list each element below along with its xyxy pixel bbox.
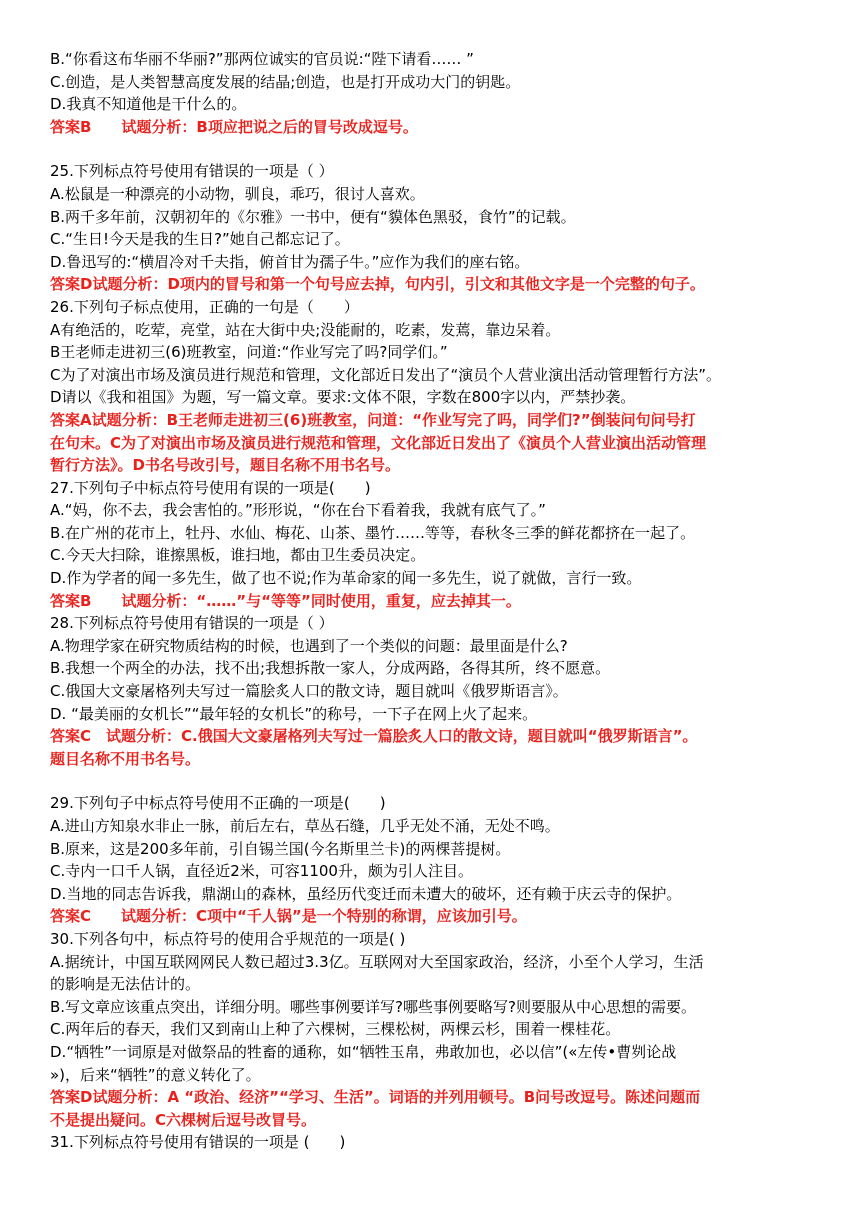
- answer-line: 在句末。C为了对演出市场及演员进行规范和管理，文化部近日发出了《演员个人营业演出活动管理: [50, 433, 707, 452]
- text-line: C为了对演出市场及演员进行规范和管理，文化部近日发出了“演员个人营业演出活动管理暂行方法”。: [50, 365, 722, 384]
- text-line: C.俄国大文豪屠格列夫写过一篇脍炙人口的散文诗，题目就叫《俄罗斯语言》。: [50, 682, 568, 701]
- answer-line: 暂行方法》。D书名号改引号，题目名称不用书名号。: [50, 456, 400, 475]
- blank-line: [50, 770, 820, 792]
- text-line: C.创造，是人类智慧高度发展的结晶;创造，也是打开成功大门的钥匙。: [50, 72, 521, 91]
- text-line: D.鲁迅写的:“横眉冷对千夫指，俯首甘为孺子牛。”应作为我们的座右铭。: [50, 252, 530, 271]
- text-line: A.进山方知泉水非止一脉，前后左右，草丛石缝，几乎无处不涌，无处不鸣。: [50, 817, 560, 835]
- text-line: 28.下列标点符号使用有错误的一项是（ ）: [50, 614, 334, 633]
- text-line: D.“牺牲”一词原是对做祭品的牲畜的通称，如“牺牲玉帛，弗敢加也，必以信”(«左传•曹刿论战: [50, 1042, 677, 1061]
- text-line: 30.下列各句中，标点符号的使用合乎规范的一项是( ): [50, 929, 406, 948]
- answer-line: 答案C 试题分析：C项中“千人锅”是一个特别的称谓，应该加引号。: [50, 907, 527, 926]
- text-line: B.写文章应该重点突出，详细分明。哪些事例要详写?哪些事例要略写?则要服从中心思想的需要。: [50, 997, 696, 1016]
- text-line: B王老师走进初三(6)班教室，问道:“作业写完了吗?同学们。”: [50, 343, 448, 362]
- text-line: D.作为学者的闻一多先生，做了也不说;作为革命家的闻一多先生，说了就做，言行一致。: [50, 569, 642, 588]
- text-line: C.“生日!今天是我的生日?”她自己都忘记了。: [50, 230, 350, 249]
- text-line: B.我想一个两全的办法，找不出;我想拆散一家人，分成两路，各得其所，终不愿意。: [50, 659, 611, 678]
- text-line: B.两千多年前，汉朝初年的《尔雅》一书中，便有“貘体色黑驳，食竹”的记载。: [50, 207, 576, 226]
- text-line: C.今天大扫除，谁擦黑板，谁扫地，都由卫生委员决定。: [50, 546, 426, 565]
- text-line: A.“妈，你不去，我会害怕的。”形形说，“你在台下看着我，我就有底气了。”: [50, 501, 546, 520]
- answer-line: 题目名称不用书名号。: [50, 749, 201, 768]
- text-line: A.物理学家在研究物质结构的时候，也遇到了一个类似的问题：最里面是什么?: [50, 636, 568, 655]
- blank-line: [50, 138, 820, 160]
- text-line: B.在广州的花市上，牡丹、水仙、梅花、山茶、墨竹……等等，春秋冬三季的鲜花都挤在一起了。: [50, 523, 696, 542]
- text-line: 31.下列标点符号使用有错误的一项是 ( ): [50, 1133, 346, 1152]
- text-line: D. “最美丽的女机长”“最年轻的女机长”的称号，一下子在网上火了起来。: [50, 704, 538, 723]
- answer-line: 答案A试题分析：B王老师走进初三(6)班教室，问道：“作业写完了吗，同学们?”倒装问句问号打: [50, 410, 696, 429]
- text-line: D.我真不知道他是干什么的。: [50, 95, 247, 114]
- text-line: D请以《我和祖国》为题，写一篇文章。要求:文体不限，字数在800字以内，严禁抄袭。: [50, 388, 636, 407]
- answer-line: 答案D试题分析：D项内的冒号和第一个句号应去掉，句内引，引文和其他文字是一个完整的句子。: [50, 275, 705, 294]
- text-line: 25.下列标点符号使用有错误的一项是（ ）: [50, 162, 334, 181]
- text-line: B.“你看这布华丽不华丽?”那两位诚实的官员说:“陛下请看…… ”: [50, 50, 474, 68]
- answer-line: 答案D试题分析：A “政治、经济”“学习、生活”。词语的并列用顿号。B问号改逗号。陈述问题而: [50, 1088, 701, 1107]
- text-line: C.两年后的春天，我们又到南山上种了六棵树，三棵松树，两棵云杉，围着一棵桂花。: [50, 1020, 621, 1039]
- text-line: »)，后来“牺牲”的意义转化了。: [50, 1065, 261, 1084]
- answer-line: 不是提出疑问。C六棵树后逗号改冒号。: [50, 1110, 317, 1129]
- text-line: 27.下列句子中标点符号使用有误的一项是( ): [50, 478, 371, 497]
- text-line: A.据统计，中国互联网网民人数已超过3.3亿。互联网对大至国家政治，经济，小至个人学习，生活: [50, 952, 704, 971]
- text-line: 29.下列句子中标点符号使用不正确的一项是( ): [50, 794, 386, 813]
- text-line: 26.下列句子标点使用，正确的一句是（ ）: [50, 297, 359, 316]
- answer-line: 答案C 试题分析：C.俄国大文豪屠格列夫写过一篇脍炙人口的散文诗，题目就叫“俄罗斯语言”。: [50, 727, 698, 746]
- text-line: C.寺内一口千人锅，直径近2米，可容1100升，颇为引人注目。: [50, 862, 473, 881]
- text-line: 的影响是无法估计的。: [50, 975, 201, 994]
- answer-line: 答案B 试题分析：“……”与“等等”同时使用，重复，应去掉其一。: [50, 591, 521, 610]
- text-line: A有绝活的，吃荤，亮堂，站在大街中央;没能耐的，吃素，发蔫，靠边呆着。: [50, 320, 561, 339]
- text-line: B.原来，这是200多年前，引自锡兰国(今名斯里兰卡)的两棵菩提树。: [50, 839, 511, 858]
- answer-line: 答案B 试题分析：B项应把说之后的冒号改成逗号。: [50, 117, 418, 136]
- text-line: A.松鼠是一种漂亮的小动物，驯良，乖巧，很讨人喜欢。: [50, 184, 425, 203]
- text-line: D.当地的同志告诉我，鼎湖山的森林，虽经历代变迁而未遭大的破坏，还有赖于庆云寺的保护。: [50, 884, 682, 903]
